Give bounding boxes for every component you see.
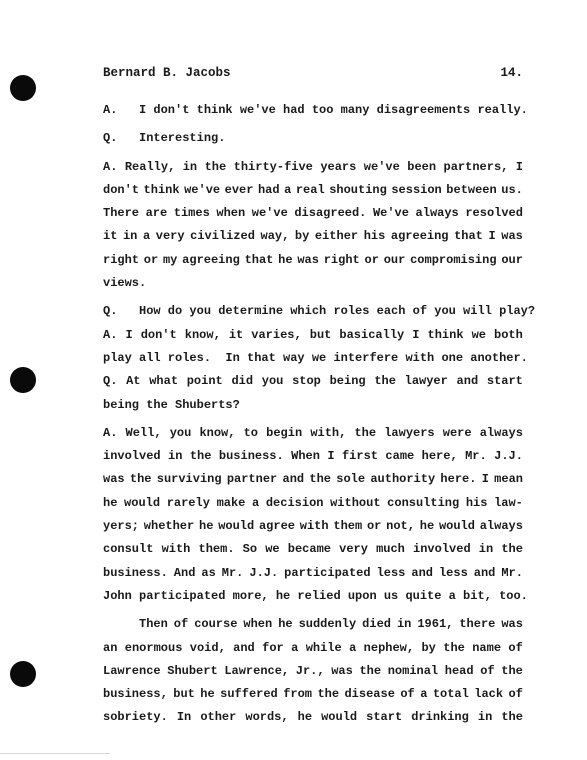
transcript-line: There are times when we've disagreed. We've always resolved (103, 206, 523, 221)
transcript-line: John participated more, he relied upon us quite a bit, too. (103, 588, 528, 603)
transcript-line: Q. How do you determine which roles each of you will play? (103, 304, 536, 319)
transcript-line: was the surviving partner and the sole authority here. I mean (103, 472, 523, 487)
transcript-line: views. (103, 276, 147, 291)
transcript-line: sobriety. In other words, he would start drinking in the (103, 710, 523, 725)
transcript-line: an enormous void, and for a while a nephew, by the name of (103, 640, 523, 655)
transcript-line: Q. At what point did you stop being the lawyer and start (103, 374, 523, 389)
transcript-line: A. I don't think we've had too many disagreements really. (103, 103, 528, 117)
transcript-line: play all roles. In that way we interfere with one another. (103, 350, 528, 365)
transcript-line: business, but he suffered from the disease of a total lack of (103, 687, 523, 702)
page-header (103, 66, 523, 84)
transcript-line: yers; whether he would agree with them or not, he would always (103, 519, 523, 534)
binder-hole-middle (10, 367, 36, 393)
transcript-body (103, 99, 536, 730)
transcript-line: A. Well, you know, to begin with, the lawyers were always (103, 425, 523, 440)
transcript-line: consult with them. So we became very much involved in the (103, 542, 523, 557)
scan-edge-mark (0, 753, 110, 754)
transcript-line: right or my agreeing that he was right or our compromising our (103, 252, 523, 267)
transcript-line: it in a very civilized way, by either his agreeing that I was (103, 229, 523, 244)
transcript-line: A. Really, in the thirty-five years we've been partners, I (103, 159, 523, 174)
page-number: 14. (500, 66, 523, 80)
transcript-line: business. And as Mr. J.J. participated less and less and Mr. (103, 565, 523, 580)
transcript-line: he would rarely make a decision without consulting his law- (103, 495, 523, 510)
transcript-line: Then of course when he suddenly died in 1961, there was (139, 617, 523, 632)
transcript-line: A. I don't know, it varies, but basically I think we both (103, 327, 523, 342)
transcript-line: being the Shuberts? (103, 397, 240, 412)
transcript-line: don't think we've ever had a real shouting session between us. (103, 182, 523, 197)
transcript-line: Q. Interesting. (103, 131, 226, 146)
interviewee-name: Bernard B. Jacobs (103, 66, 231, 80)
binder-hole-top (10, 75, 36, 101)
binder-hole-bottom (10, 661, 36, 687)
transcript-line: Lawrence Shubert Lawrence, Jr., was the nominal head of the (103, 663, 523, 678)
transcript-line: involved in the business. When I first came here, Mr. J.J. (103, 449, 523, 464)
